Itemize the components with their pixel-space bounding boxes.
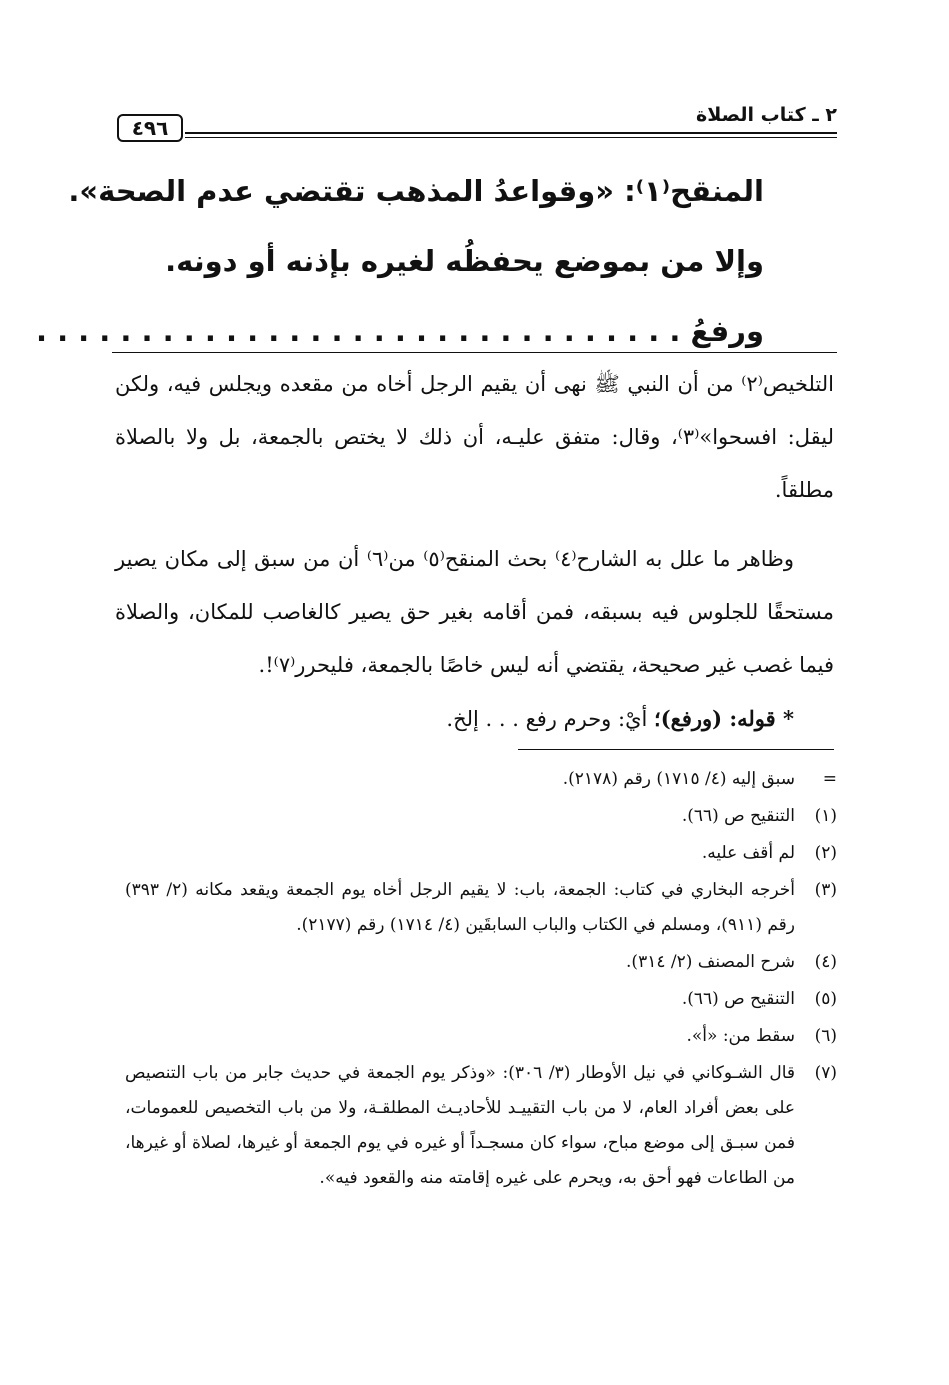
footnote-number: (٥) — [814, 989, 837, 1009]
footnote-text: سبق إليه (٤/ ١٧١٥) رقم (٢١٧٨). — [562, 769, 795, 789]
footnote-6 — [125, 1019, 837, 1054]
footnote-5 — [125, 982, 837, 1017]
page-header — [112, 100, 837, 144]
qawl-text: أيْ: وحرم رفع . . . إلخ. — [446, 707, 648, 731]
footnote-text: التنقيح ص (٦٦). — [681, 989, 795, 1009]
footnotes — [125, 762, 837, 1198]
page-number: ٤٩٦ — [117, 114, 183, 142]
footnote-text: التنقيح ص (٦٦). — [681, 806, 795, 826]
footnote-3 — [125, 873, 837, 943]
main-text — [35, 160, 764, 370]
footnote-number: (١) — [814, 806, 837, 826]
footnote-text: سقط من: «أ». — [686, 1026, 795, 1046]
commentary-paragraph-1: التلخيص⁽٢⁾ من أن النبي ﷺ نهى أن يقيم الرجل أخاه من مقعده ويجلس فيه، ولكن ليقل: افسحوا»⁽٣⁾، وقال: متفق عليـه، أن ذلك لا يختص بالجمعة، بل ولا بالصلاة مطلقاً. — [115, 372, 834, 502]
footnote-2 — [125, 836, 837, 871]
footnote-7 — [125, 1056, 837, 1196]
footnote-number: (٧) — [814, 1063, 837, 1083]
header-rule-thin — [185, 137, 837, 138]
ellipsis-dots: . . . . . . . . . . . . . . . . . . . . . . . . . . . . . . . — [35, 314, 681, 348]
chapter-title: ٢ ـ كتاب الصلاة — [696, 104, 837, 126]
footnote-number: (٦) — [814, 1026, 837, 1046]
footnote-text: قال الشـوكاني في نيل الأوطار (٣/ ٣٠٦): «وذكر يوم الجمعة في حديث جابر من باب التنصيص على بعض أفراد العام، لا من باب التقييـد للأحاديـث المطلقـة، ولا من باب التخصيص للعمومات، فمن سبـق إلى موضع مباح، سواء كان مسجـداً أو غيره في يوم الجمعة أو غيرها، لصلاة أو غيرها، من الطاعات فهو أحق به، ويحرم على غيره إقامته منه والقعود فيه». — [125, 1063, 795, 1188]
footnote-text: شرح المصنف (٢/ ٣١٤). — [626, 952, 795, 972]
main-text-word: ورفعُ — [690, 314, 764, 348]
main-text-line-1: المنقح⁽١⁾: «وقواعدُ المذهب تقتضي عدم الصحة». — [68, 174, 764, 208]
footnote-number: (٣) — [814, 880, 837, 900]
footnote-number: = — [822, 769, 837, 789]
main-text-line-2: وإلا من بموضع يحفظُه لغيره بإذنه أو دونه. — [165, 244, 764, 278]
footnote-divider — [518, 749, 834, 750]
commentary-paragraph-2: وظاهر ما علل به الشارح⁽٤⁾ بحث المنقح⁽٥⁾ من⁽٦⁾ أن من سبق إلى مكان يصير مستحقًا للجلوس فيه بسبقه، فمن أقامه بغير حق يصير كالغاصب للمكان، والصلاة فيما غصب غير صحيحة، يقتضي أنه ليس خاصًا بالجمعة، فليحرر⁽٧⁾!. — [115, 547, 834, 677]
footnote-number: (٤) — [814, 952, 837, 972]
section-divider — [112, 352, 837, 353]
qawl-label: * قوله: (ورفع)؛ — [654, 706, 794, 731]
footnote-number: (٢) — [814, 843, 837, 863]
header-rule — [185, 132, 837, 134]
footnote-1 — [125, 799, 837, 834]
footnote-text: لم أقف عليه. — [701, 843, 795, 863]
footnote-text: أخرجه البخاري في كتاب: الجمعة، باب: لا يقيم الرجل أخاه يوم الجمعة ويقعد مكانه (٢/ ٣٩٣) رقم (٩١١)، ومسلم في الكتاب والباب السابقَين (٤/ ١٧١٤) رقم (٢١٧٧). — [125, 880, 795, 935]
footnote-4 — [125, 945, 837, 980]
commentary — [115, 358, 834, 746]
commentary-qawl — [115, 692, 834, 746]
footnote-continued — [125, 762, 837, 797]
